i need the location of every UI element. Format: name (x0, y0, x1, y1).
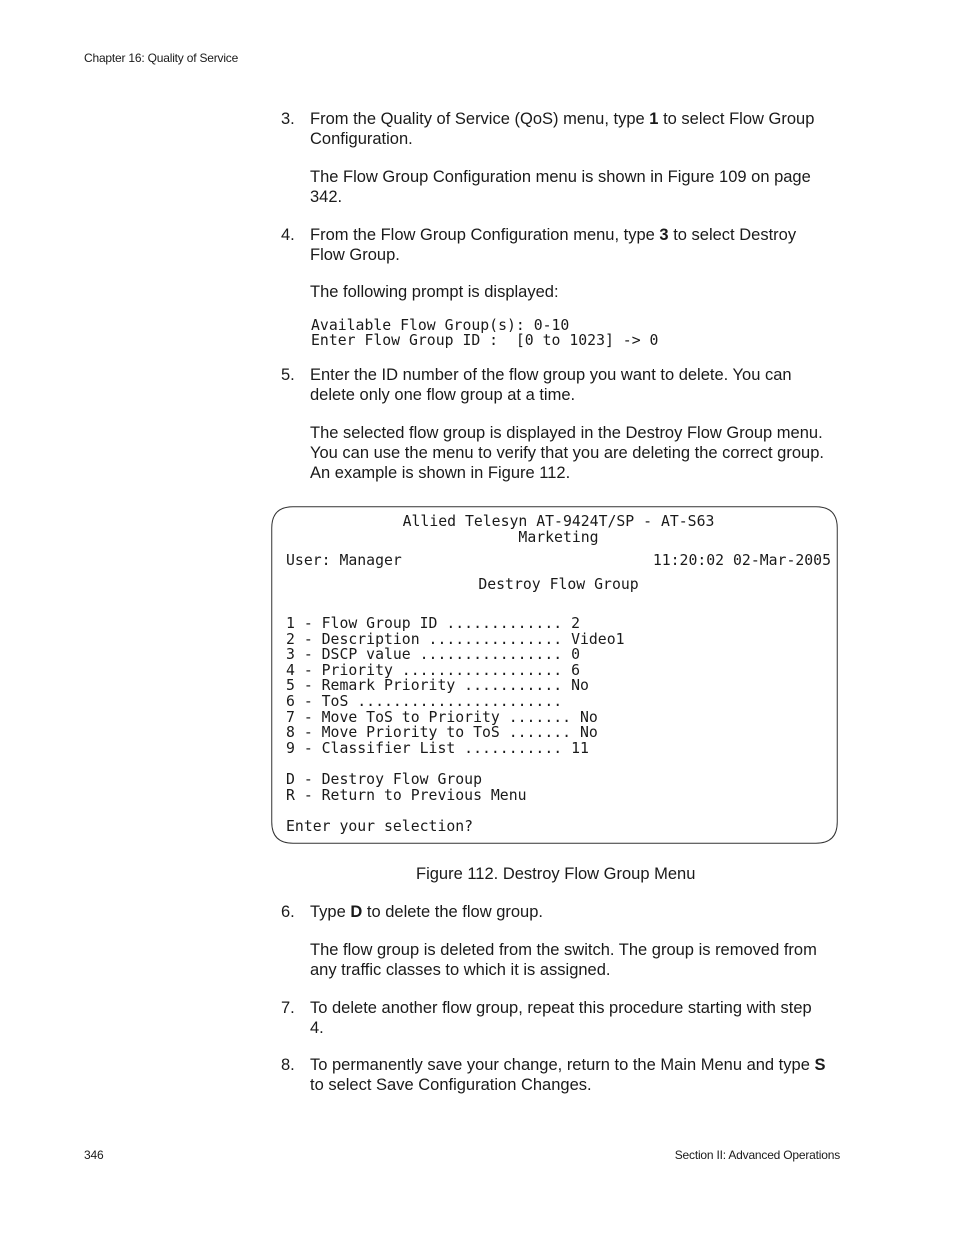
menu-item-move-tos-to-priority[interactable]: 7 - Move ToS to Priority ....... No (286, 708, 598, 726)
terminal-user: User: Manager (286, 552, 402, 570)
menu-item-remark-priority[interactable]: 5 - Remark Priority ........... No (286, 677, 589, 695)
step-4-text: From the Flow Group Configuration menu, type 3 to select Destroy Flow Group. (310, 226, 797, 264)
menu-item-tos[interactable]: 6 - ToS ....................... (286, 692, 563, 710)
step-6-text: Type D to delete the flow group. (310, 903, 543, 921)
section-footer: Section II: Advanced Operations (674, 1148, 840, 1162)
menu-item-dscp-value[interactable]: 3 - DSCP value ................ 0 (286, 646, 580, 664)
menu-item-move-priority-to-tos[interactable]: 8 - Move Priority to ToS ....... No (286, 724, 598, 742)
prompt-code-line-1: Available Flow Group(s): 0-10 (311, 317, 570, 334)
page-number: 346 (84, 1148, 104, 1162)
selection-prompt[interactable]: Enter your selection? (286, 817, 474, 835)
step-5-text: Enter the ID number of the flow group you want to delete. You can delete only one flow group at a time. (310, 366, 792, 404)
step-7-text: To delete another flow group, repeat this procedure starting with step 4. (310, 999, 812, 1037)
step-number: 8. (281, 1056, 295, 1074)
step-number: 4. (281, 226, 295, 244)
terminal-screen (271, 506, 838, 844)
step-3-note: The Flow Group Configuration menu is shown in Figure 109 on page 342. (310, 168, 811, 206)
menu-action-destroy[interactable]: D - Destroy Flow Group (286, 770, 482, 788)
prompt-code-line-2: Enter Flow Group ID : [0 to 1023] -> 0 (311, 332, 659, 349)
terminal-datetime: 11:20:02 02-Mar-2005 (652, 552, 831, 570)
step-8-text: To permanently save your change, return to the Main Menu and type S to select Save Configuration Changes. (310, 1056, 826, 1094)
step-4-note: The following prompt is displayed: (310, 283, 559, 301)
step-5-note: The selected flow group is displayed in the Destroy Flow Group menu. You can use the menu to verify that you are deleting the correct group. An example is shown in Figure 112. (310, 424, 824, 482)
step-6-note: The flow group is deleted from the switch. The group is removed from any traffic classes to which it is assigned. (310, 941, 817, 979)
menu-item-classifier-list[interactable]: 9 - Classifier List ........... 11 (286, 739, 589, 757)
menu-action-return[interactable]: R - Return to Previous Menu (286, 786, 527, 804)
terminal-menu-title: Destroy Flow Group (478, 575, 639, 593)
step-number: 3. (281, 110, 295, 128)
figure-caption: Figure 112. Destroy Flow Group Menu (416, 865, 696, 883)
step-3-text: From the Quality of Service (QoS) menu, type 1 to select Flow Group Configuration. (310, 110, 815, 148)
step-number: 7. (281, 999, 295, 1017)
menu-item-priority[interactable]: 4 - Priority .................. 6 (286, 661, 580, 679)
menu-item-flow-group-id[interactable]: 1 - Flow Group ID ............. 2 (286, 614, 580, 632)
terminal-title: Allied Telesyn AT-9424T/SP - AT-S63 (402, 513, 715, 530)
step-number: 6. (281, 903, 295, 921)
terminal-subtitle: Marketing (518, 528, 599, 546)
menu-item-description[interactable]: 2 - Description ............... Video1 (286, 630, 625, 648)
chapter-header: Chapter 16: Quality of Service (84, 51, 239, 65)
step-number: 5. (281, 366, 295, 384)
